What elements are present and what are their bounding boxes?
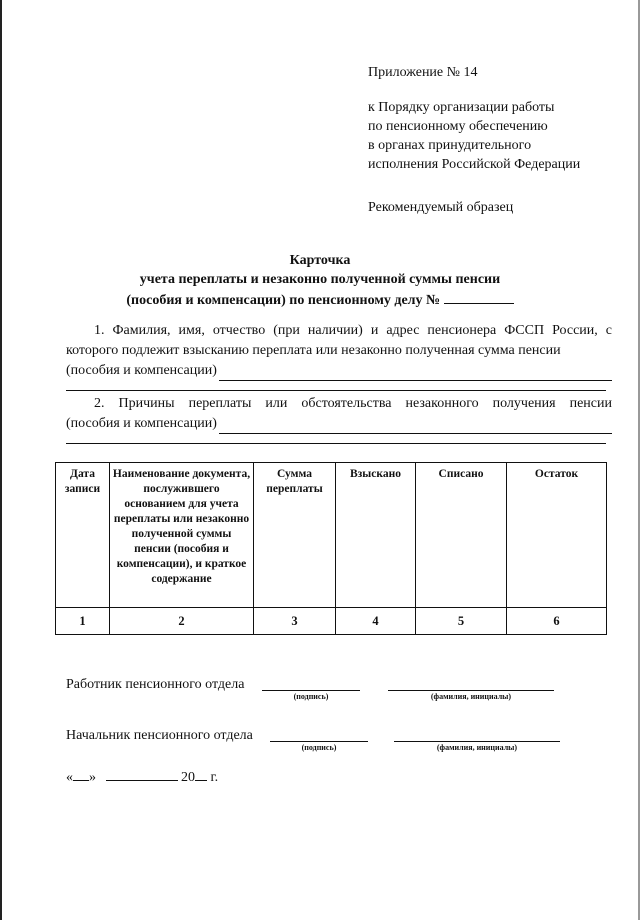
case-number-blank[interactable] [444,289,514,304]
title-line-2: учета переплаты и незаконно полученной суммы пенсии [139,272,501,287]
column-header-written-off: Списано [416,463,507,608]
section-2-extra-line[interactable] [66,443,606,444]
records-table [55,462,607,635]
worker-signature-label: Работник пенсионного отдела [66,677,245,692]
column-header-balance: Остаток [507,463,607,608]
title-line-3-text: (пособия и компенсации) по пенсионному делу № [126,293,441,308]
column-number: 4 [336,608,416,635]
section-2-text: 2. Причины переплаты или обстоятельства незаконного получения пенсии [94,396,612,411]
year-blank[interactable] [195,767,207,781]
date-line [66,767,218,786]
worker-name-caption: (фамилия, инициалы) [430,692,512,701]
title-line-1: Карточка [289,253,351,268]
open-quote: « [66,770,73,785]
column-header-date: Дата записи [56,463,110,608]
head-signature-label: Начальник пенсионного отдела [66,728,253,743]
scan-edge-left [0,0,2,920]
head-signature-line[interactable] [270,741,368,742]
column-header-document: Наименование документа, послужившего основанием для учета переплаты или незаконно полученной суммы пенсии (пособия и компенсации), и краткое содержание [110,463,254,608]
year-suffix: г. [210,770,219,785]
appendix-ref-line: к Порядку организации работы [368,100,555,115]
section-2 [66,394,612,434]
month-blank[interactable] [106,767,178,781]
section-1-fill-line[interactable] [219,366,612,381]
appendix-ref-line: в органах принудительного [368,138,532,153]
worker-signature-caption: (подпись) [293,692,329,701]
appendix-block [368,63,580,217]
appendix-number: Приложение № 14 [368,65,478,80]
column-number: 1 [56,608,110,635]
head-name-caption: (фамилия, инициалы) [436,743,518,752]
year-prefix: 20 [181,770,195,785]
section-1-tail: (пособия и компенсации) [66,363,217,378]
sample-label: Рекомендуемый образец [368,200,514,215]
worker-name-line[interactable] [388,690,554,691]
section-1-text: 1. Фамилия, имя, отчество (при наличии) и адрес пенсионера ФССП России, с которого подлежит взысканию переплата или незаконно полученная сумма пенсии [66,323,612,358]
card-title [0,251,640,310]
column-number: 2 [110,608,254,635]
column-number: 6 [507,608,607,635]
day-blank[interactable] [73,767,89,781]
close-quote: » [89,770,96,785]
head-name-line[interactable] [394,741,560,742]
section-1 [66,321,612,381]
appendix-ref-line: по пенсионному обеспечению [368,119,548,134]
head-signature-caption: (подпись) [301,743,337,752]
section-1-extra-line[interactable] [66,390,606,391]
column-number: 5 [416,608,507,635]
section-2-tail: (пособия и компенсации) [66,416,217,431]
column-header-overpayment: Сумма переплаты [254,463,336,608]
column-number: 3 [254,608,336,635]
appendix-ref-line: исполнения Российской Федерации [368,157,581,172]
title-line-3 [0,289,640,310]
section-2-fill-line[interactable] [219,419,612,434]
worker-signature-line[interactable] [262,690,360,691]
column-header-collected: Взыскано [336,463,416,608]
table-number-row [56,608,607,635]
table-header-row [56,463,607,608]
